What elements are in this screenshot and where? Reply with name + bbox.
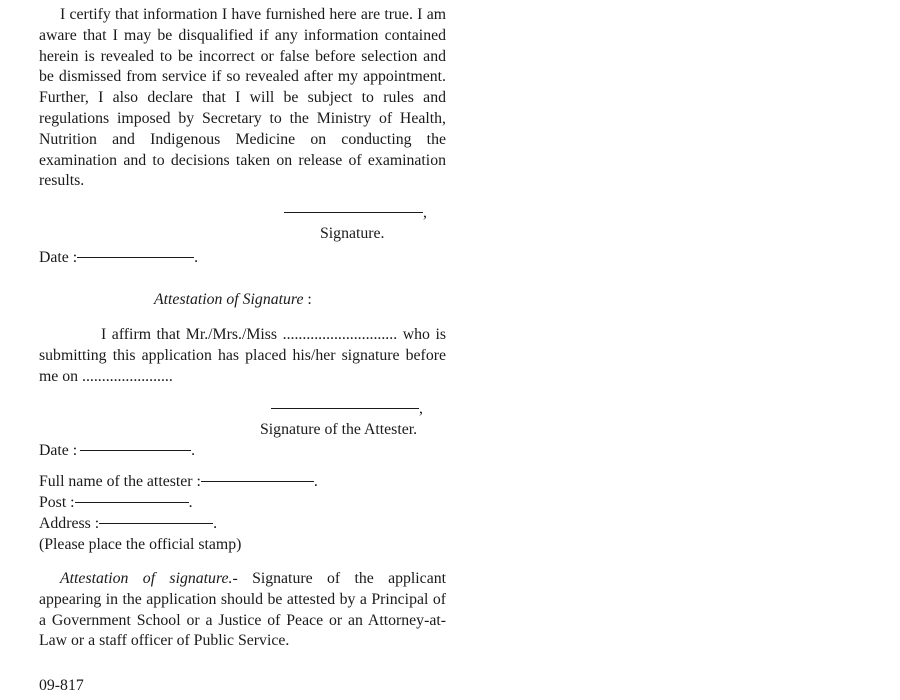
attestation-heading-suffix: : (303, 291, 312, 308)
attester-fullname-row (39, 472, 318, 492)
attestation-note-title: Attestation of signature. (60, 570, 233, 587)
attester-signature-line (271, 399, 423, 419)
applicant-date-row (39, 248, 198, 268)
attestation-heading-text: Attestation of Signature (154, 291, 304, 308)
attester-address-row (39, 514, 217, 534)
attester-date-row (39, 441, 195, 461)
attester-post-end: . (188, 494, 193, 511)
certification-paragraph: I certify that information I have furnished here are true. I am aware that I may be disqualified if any information contained herein is revealed to be incorrect or false before selection and be dismissed from service if so revealed after my appointment. Further, I also declare that I will be subject to rules and regulations imposed by Secretary to the Ministry of Health, Nutrition and Indigenous Medicine on conducting the examination and to decisions taken on release of examination results. (39, 6, 446, 190)
applicant-signature-line-comma: , (423, 204, 427, 221)
attester-signature-label: Signature of the Attester. (260, 421, 418, 438)
official-stamp-note: (Please place the official stamp) (39, 536, 242, 553)
attester-affirm-paragraph: I affirm that Mr./Mrs./Miss ............................. who is submitting this application has placed his/her signature before me on ....................... (39, 326, 446, 385)
attester-fullname-end: . (313, 473, 318, 490)
applicant-date-label: Date : (39, 249, 78, 266)
attester-post-label: Post : (39, 494, 75, 511)
attester-post-row (39, 493, 193, 513)
attester-signature-line-comma: , (419, 400, 423, 417)
attester-address-end: . (213, 515, 218, 532)
attester-date-end: . (191, 442, 196, 459)
attester-address-label: Address : (39, 515, 100, 532)
applicant-signature-line (284, 203, 427, 223)
attester-date-label: Date : (39, 442, 78, 459)
attestation-heading (154, 290, 312, 310)
applicant-signature-label: Signature. (320, 225, 385, 242)
application-declaration-page (39, 5, 446, 694)
attestation-note-body: - Signature of the applicant appearing in the application should be attested by a Principal of a Government School or a Justice of Peace or an Attorney-at-Law or a staff officer of Public Service. (39, 570, 446, 650)
document-reference-code: 09-817 (39, 677, 84, 694)
attester-fullname-label: Full name of the attester : (39, 473, 201, 490)
attestation-note-paragraph (39, 569, 446, 652)
applicant-date-end: . (194, 249, 199, 266)
